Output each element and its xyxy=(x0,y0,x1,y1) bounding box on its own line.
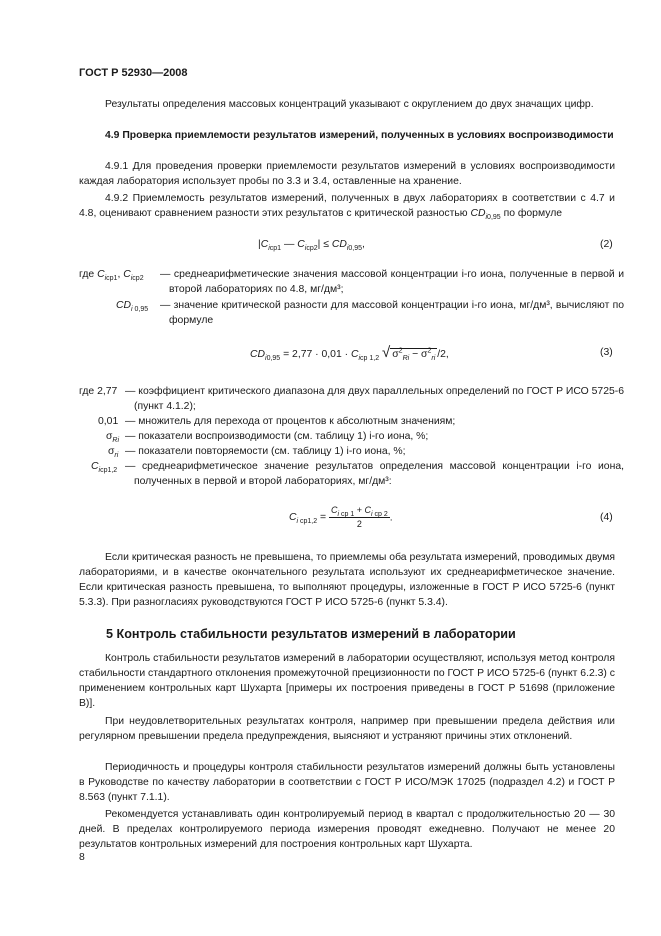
defs3-m-definition: — множитель для перехода от процентов к абсолютным значениям; xyxy=(125,416,456,427)
para-4-9-1: 4.9.1 Для проведения проверки приемлемости результатов измерений в условиях воспроизводимости каждая лаборатория использует пробы по 3.3 и 3.4, оставленные на хранение. xyxy=(79,161,615,187)
para-4-9-2: 4.9.2 Приемлемость результатов измерений, полученных в двух лабораториях в соответствии с 4.7 и 4.8, оценивают сравнением разности этих результатов с критической разностью $CD_{i0,95}$ по формуле xyxy=(79,193,615,222)
para-5-2: При неудовлетворительных результатах контроля, например при превышении предела действия или регулярном превышении предела предупреждения, выясняют и устраняют причины этих отклонений. xyxy=(79,716,615,742)
para-rounding: Результаты определения массовых концентраций указывают с округлением до двух значащих цифр. xyxy=(105,99,594,110)
defs2-symbol-cd: $CD_{i 0,95}$ xyxy=(116,300,149,314)
defs3-symbol-c12: $C_{iср1,2}$ xyxy=(91,461,118,475)
defs2-cd-definition: — значение критической разности для массовой концентрации i-го иона, мг/дм³, вычисляют по формуле xyxy=(160,300,624,326)
para-5-1: Контроль стабильности результатов измерений в лаборатории осуществляют, используя метод контроля стабильности стандартного отклонения промежуточной прецизионности по ГОСТ Р ИСО 5725-6 (пункт 6.2.3) с применением контрольных карт Шухарта [примеры их построения приведены в ГОСТ Р 51698 (приложение В)]. xyxy=(79,653,615,709)
document-header: ГОСТ Р 52930—2008 xyxy=(79,67,188,79)
formula-3: $CD_{i0,95} = 2,77 \cdot 0,01 \cdot C_{iср 1,2}$ √ $\sigma^2_{Ri} - \sigma^2_{ri}$ /2, xyxy=(250,344,449,363)
defs3-symbol-sigma-small-r: $\sigma_{ri}$ xyxy=(108,446,119,460)
para-4-9-2-tail: по формуле xyxy=(503,208,563,219)
formula-2: $|C_{iср1}$ — $C_{iср2}| \le CD_{i0,95}$, xyxy=(258,239,365,253)
para-5-4: Рекомендуется устанавливать один контролируемый период в квартал с продолжительностью 20 — 30 дней. В пределах контролируемого периода измерения проводят ежедневно. Получают не менее 20 результатов контрольных измерений для построения контрольных карт Шухарта. xyxy=(79,809,615,850)
heading-4-9: 4.9 Проверка приемлемости результатов измерений, полученных в условиях воспроизводимости xyxy=(105,130,614,141)
defs2-symbol-c: где $C_{iср1}$, $C_{iср2}$ xyxy=(79,269,144,283)
defs3-symbol-sigma-r: $\sigma_{Ri}$ xyxy=(106,431,120,445)
defs3-sigma-r-definition: — показатели воспроизводимости (см. таблицу 1) i-го иона, %; xyxy=(125,431,429,442)
para-conclusion: Если критическая разность не превышена, то приемлемы оба результата измерений, проводимых двумя лабораториями, и в качестве окончательного результата используют их среднеарифметическое значение. Если критическая разность превышена, то выполняют процедуры, изложенные в ГОСТ Р ИСО 5725-6 (пункт 5.3.3). При разногласиях руководствуются ГОСТ Р ИСО 5725-6 (пункт 5.3.4). xyxy=(79,552,615,608)
para-5-3: Периодичность и процедуры контроля стабильности результатов измерений должны быть установлены в Руководстве по качеству лаборатории в соответствии с ГОСТ Р ИСО/МЭК 17025 (подраздел 4.2) и ГОСТ Р 8.563 (пункт 7.1.1). xyxy=(79,762,615,803)
formula-4-number: (4) xyxy=(600,512,613,523)
page-number: 8 xyxy=(79,852,85,863)
para-4-9-2-text: 4.9.2 Приемлемость результатов измерений, полученных в двух лабораториях в соответствии с 4.7 и 4.8, оценивают сравнением разности этих результатов с критической разностью xyxy=(79,193,615,219)
defs2-c-definition: — среднеарифметические значения массовой концентрации i-го иона, полученные в первой и второй лабораториях по 4.8, мг/дм³; xyxy=(160,269,624,295)
formula-2-number: (2) xyxy=(600,239,613,250)
heading-5: 5 Контроль стабильности результатов измерений в лаборатории xyxy=(106,627,516,641)
formula-3-number: (3) xyxy=(600,347,613,358)
defs3-symbol-m: 0,01 xyxy=(98,416,119,427)
defs3-c12-definition: — среднеарифметическое значение результатов определения массовой концентрации i-го иона, полученных в первой и второй лабораториях, мг/дм³: xyxy=(125,461,624,487)
defs3-sigma-small-r-definition: — показатели повторяемости (см. таблицу 1) i-го иона, %; xyxy=(125,446,406,457)
defs3-k-definition: — коэффициент критического диапазона для двух параллельных определений по ГОСТ Р ИСО 5725-6 (пункт 4.1.2); xyxy=(125,386,624,412)
formula-4: $C_{i ср1,2}$ = $C_{i ср 1} + C_{i ср 2}$ 2 . xyxy=(289,505,393,529)
defs3-symbol-k: где 2,77 xyxy=(79,386,118,397)
